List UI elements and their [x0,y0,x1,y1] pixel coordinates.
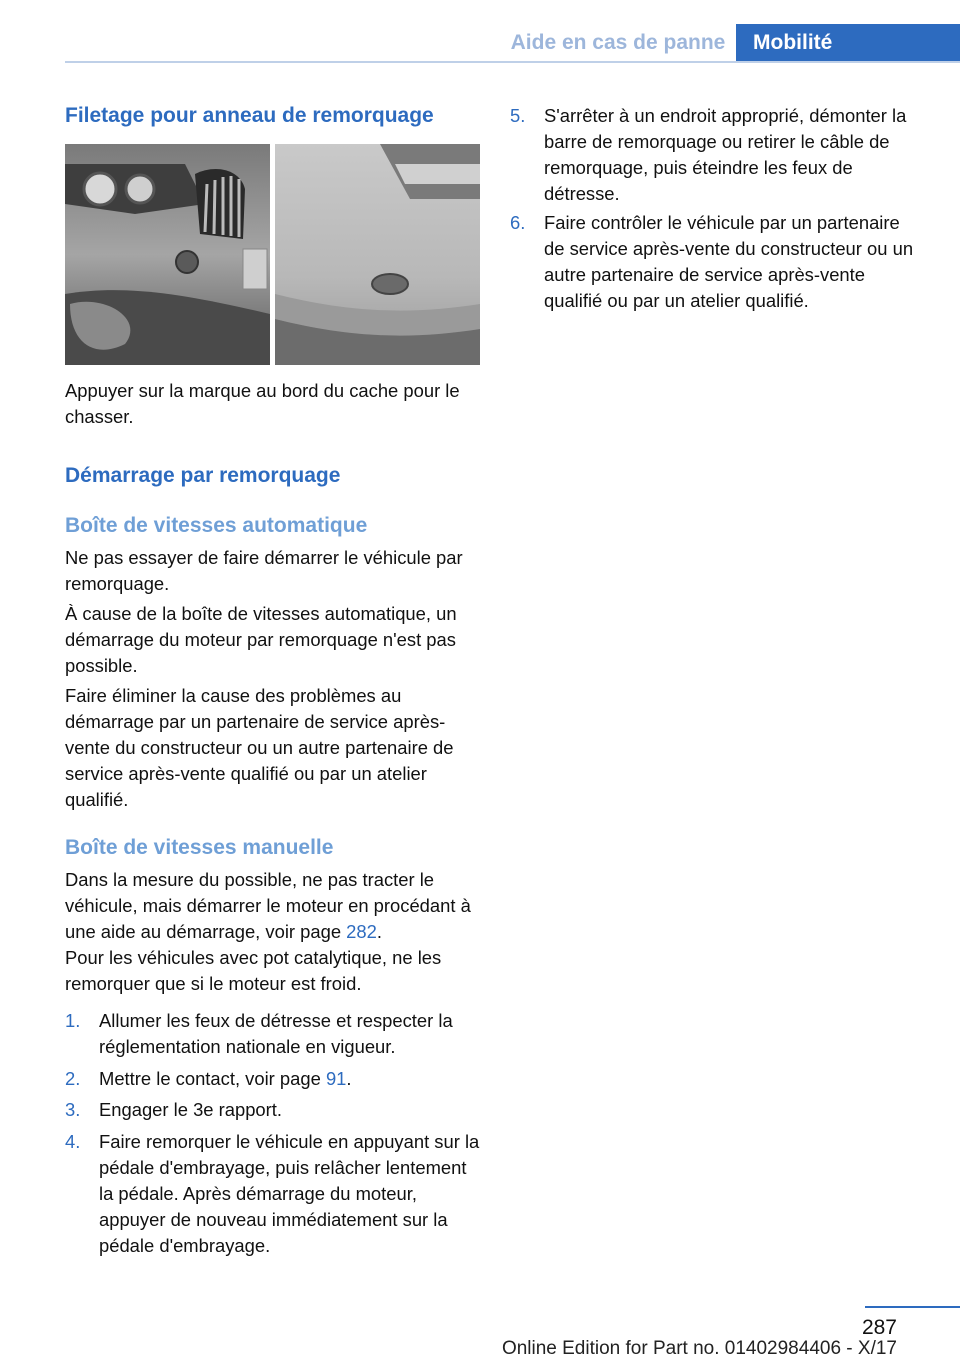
step-text: S'arrêter à un endroit approprié, démonter la barre de remorquage ou retirer le câble de remorquage, puis éteindre les feux de détresse. [544,105,907,204]
step-text: Allumer les feux de détresse et respecter la réglementation nationale en vigueur. [99,1010,453,1057]
step-text-part: Mettre le contact, voir page [99,1068,326,1089]
figure-caption: Appuyer sur la marque au bord du cache pour le chasser. [65,380,460,427]
heading-automatic-gearbox: Boîte de vitesses automatique [65,514,368,537]
automatic-paragraph-1: Ne pas essayer de faire démarrer le véhicule par remorquage. [65,547,463,594]
heading-towing-eye: Filetage pour anneau de remorquage [65,104,434,127]
automatic-paragraph-2: À cause de la boîte de vitesses automatique, un démarrage du moteur par remorquage n'est pas possible. [65,603,457,676]
step-text-end: . [346,1068,352,1089]
manual-paragraph-1-text: Dans la mesure du possible, ne pas tracter le véhicule, mais démarrer le moteur en procédant à une aide au démarrage, voir page [65,869,471,942]
manual-paragraph-1-end: . [376,921,382,942]
step-text: Engager le 3e rapport. [99,1099,283,1120]
step-number: 2. [65,1068,81,1089]
car-front-bumper-illustration [65,144,480,365]
heading-tow-start: Démarrage par remorquage [65,464,341,487]
page-number: 287 [861,1316,897,1339]
step-number: 4. [65,1131,81,1152]
towing-eye-figure [65,144,480,365]
page-link-282[interactable]: 282 [346,921,377,942]
step-number: 6. [510,212,526,233]
step-text [99,1066,483,1092]
step-number: 5. [510,105,526,126]
step-number: 1. [65,1010,81,1031]
manual-paragraph-2: Pour les véhicules avec pot catalytique, ne les remorquer que si le moteur est froid. [65,947,442,994]
step-text: Faire remorquer le véhicule en appuyant sur la pédale d'embrayage, puis relâcher lentement la pédale. Après démarrage du moteur, appuyer de nouveau immédiatement sur la pédale d'embrayage. [99,1131,480,1256]
header-divider [65,61,960,63]
step-text: Faire contrôler le véhicule par un partenaire de service après-vente du constructeur ou un autre partenaire de service après-vente qualifié ou par un atelier qualifié. [544,212,914,311]
header-chapter-tab: Mobilité [736,24,960,63]
automatic-paragraph-3: Faire éliminer la cause des problèmes au démarrage par un partenaire de service après-vente du constructeur ou un autre partenaire de service après-vente qualifié ou par un atelier qualifié. [65,685,454,810]
edition-note: Online Edition for Part no. 01402984406 - X/17 [501,1338,897,1359]
page-link-91[interactable]: 91 [325,1068,347,1089]
heading-manual-gearbox: Boîte de vitesses manuelle [65,836,334,859]
footer-divider [865,1306,960,1308]
step-number: 3. [65,1099,81,1120]
header-section-title: Aide en cas de panne [510,31,726,54]
manual-paragraph-1 [65,867,477,945]
